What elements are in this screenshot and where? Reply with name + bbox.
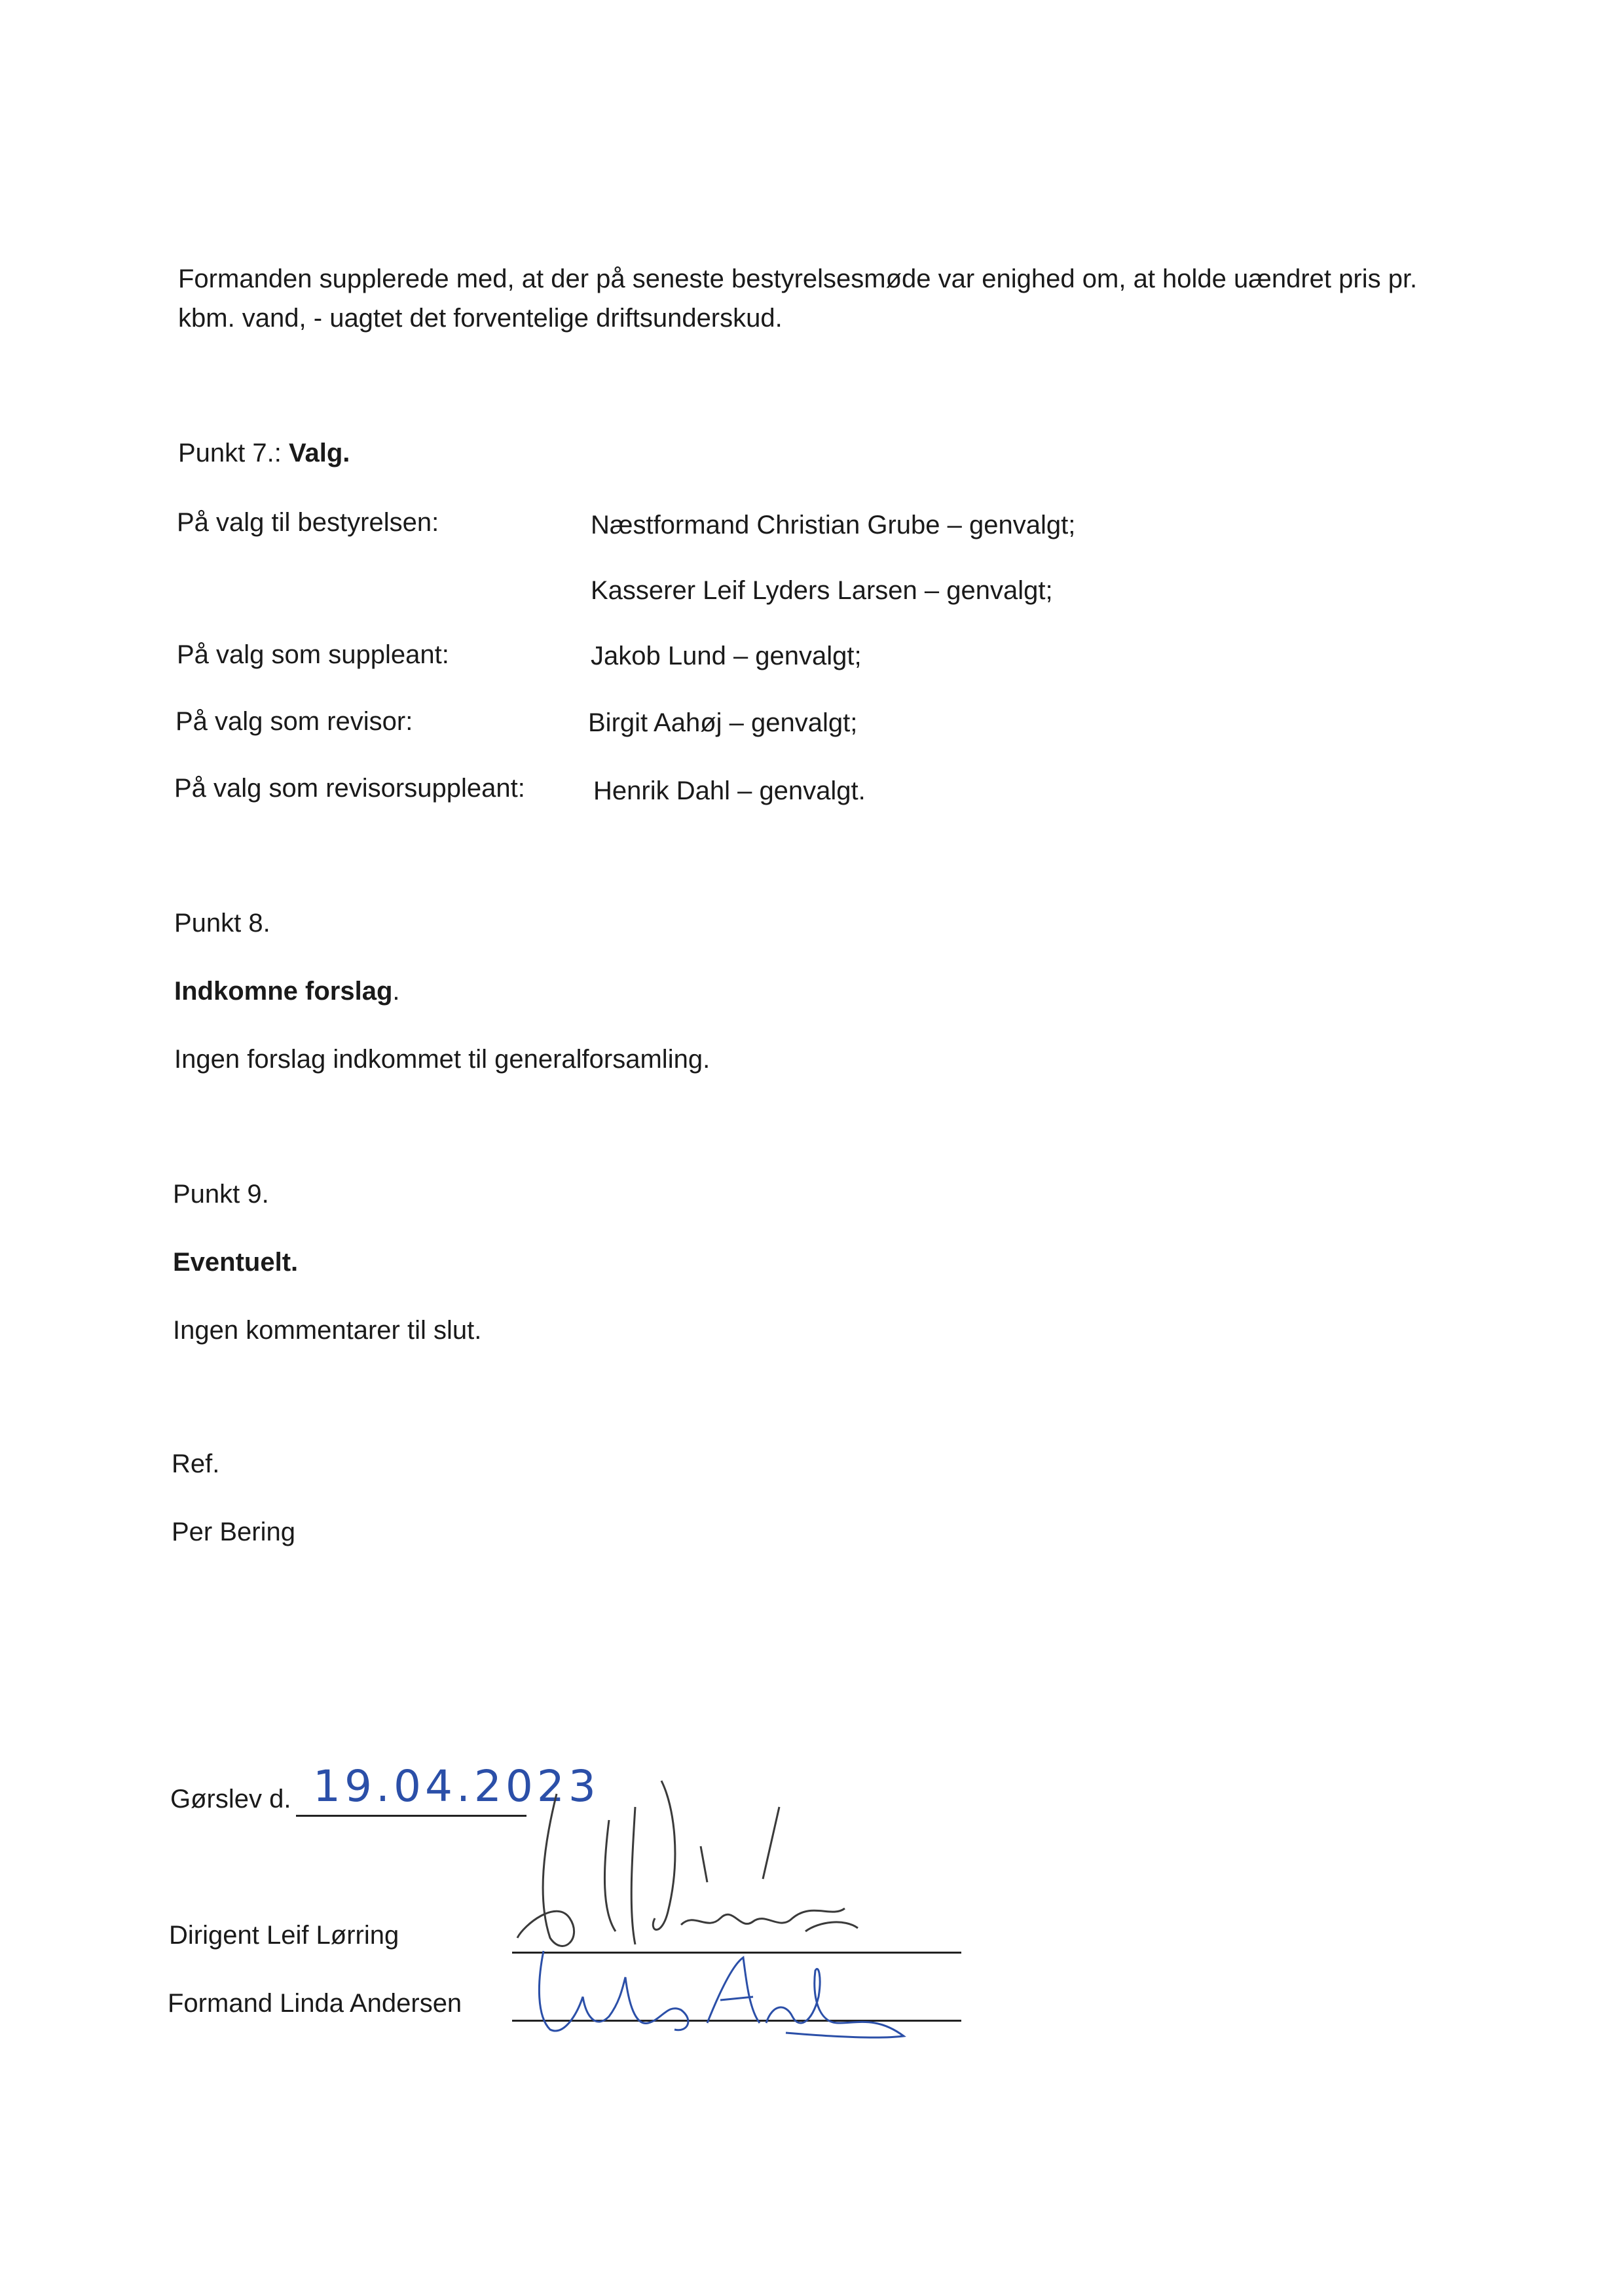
place-date-label: Gørslev d. <box>170 1785 291 1813</box>
punkt8-title-text: Indkomne forslag <box>174 977 393 1006</box>
intro-line-2: kbm. vand, - uagtet det forventelige driftsunderskud. <box>178 304 783 333</box>
punkt7-heading <box>178 433 350 473</box>
punkt9-text: Ingen kommentarer til slut. <box>173 1316 482 1345</box>
punkt8-title <box>174 972 400 1011</box>
ref-label: Ref. <box>172 1449 220 1478</box>
election-value-birgit-aahoj: Birgit Aahøj – genvalgt; <box>588 708 858 737</box>
punkt7-prefix: Punkt 7.: <box>178 439 289 467</box>
handwritten-date: 19.04.2023 <box>313 1761 600 1812</box>
election-value-jakob-lund: Jakob Lund – genvalgt; <box>591 642 862 670</box>
punkt8-title-suffix: . <box>392 977 400 1006</box>
election-value-henrik-dahl: Henrik Dahl – genvalgt. <box>593 776 866 805</box>
punkt8-heading: Punkt 8. <box>174 909 270 938</box>
intro-line-1: Formanden supplerede med, at der på seneste bestyrelsesmøde var enighed om, at holde uændret pris pr. <box>178 264 1418 293</box>
punkt8-text: Ingen forslag indkommet til generalforsamling. <box>174 1045 710 1074</box>
election-label-revisor: På valg som revisor: <box>175 707 413 736</box>
election-value-christian-grube: Næstformand Christian Grube – genvalgt; <box>591 511 1076 539</box>
formand-label: Formand Linda Andersen <box>168 1989 462 2018</box>
punkt7-title: Valg. <box>288 439 350 467</box>
election-value-leif-larsen: Kasserer Leif Lyders Larsen – genvalgt; <box>591 576 1053 605</box>
formand-signature-image <box>511 1938 930 2043</box>
election-label-bestyrelse: På valg til bestyrelsen: <box>177 508 439 537</box>
dirigent-label: Dirigent Leif Lørring <box>169 1921 399 1950</box>
election-label-revisorsuppleant: På valg som revisorsuppleant: <box>174 774 525 803</box>
ref-name: Per Bering <box>172 1518 295 1546</box>
date-line <box>296 1815 526 1817</box>
dirigent-signature-image <box>504 1768 871 1964</box>
election-label-suppleant: På valg som suppleant: <box>177 640 449 669</box>
punkt9-heading: Punkt 9. <box>173 1180 269 1209</box>
punkt9-title: Eventuelt. <box>173 1248 299 1277</box>
